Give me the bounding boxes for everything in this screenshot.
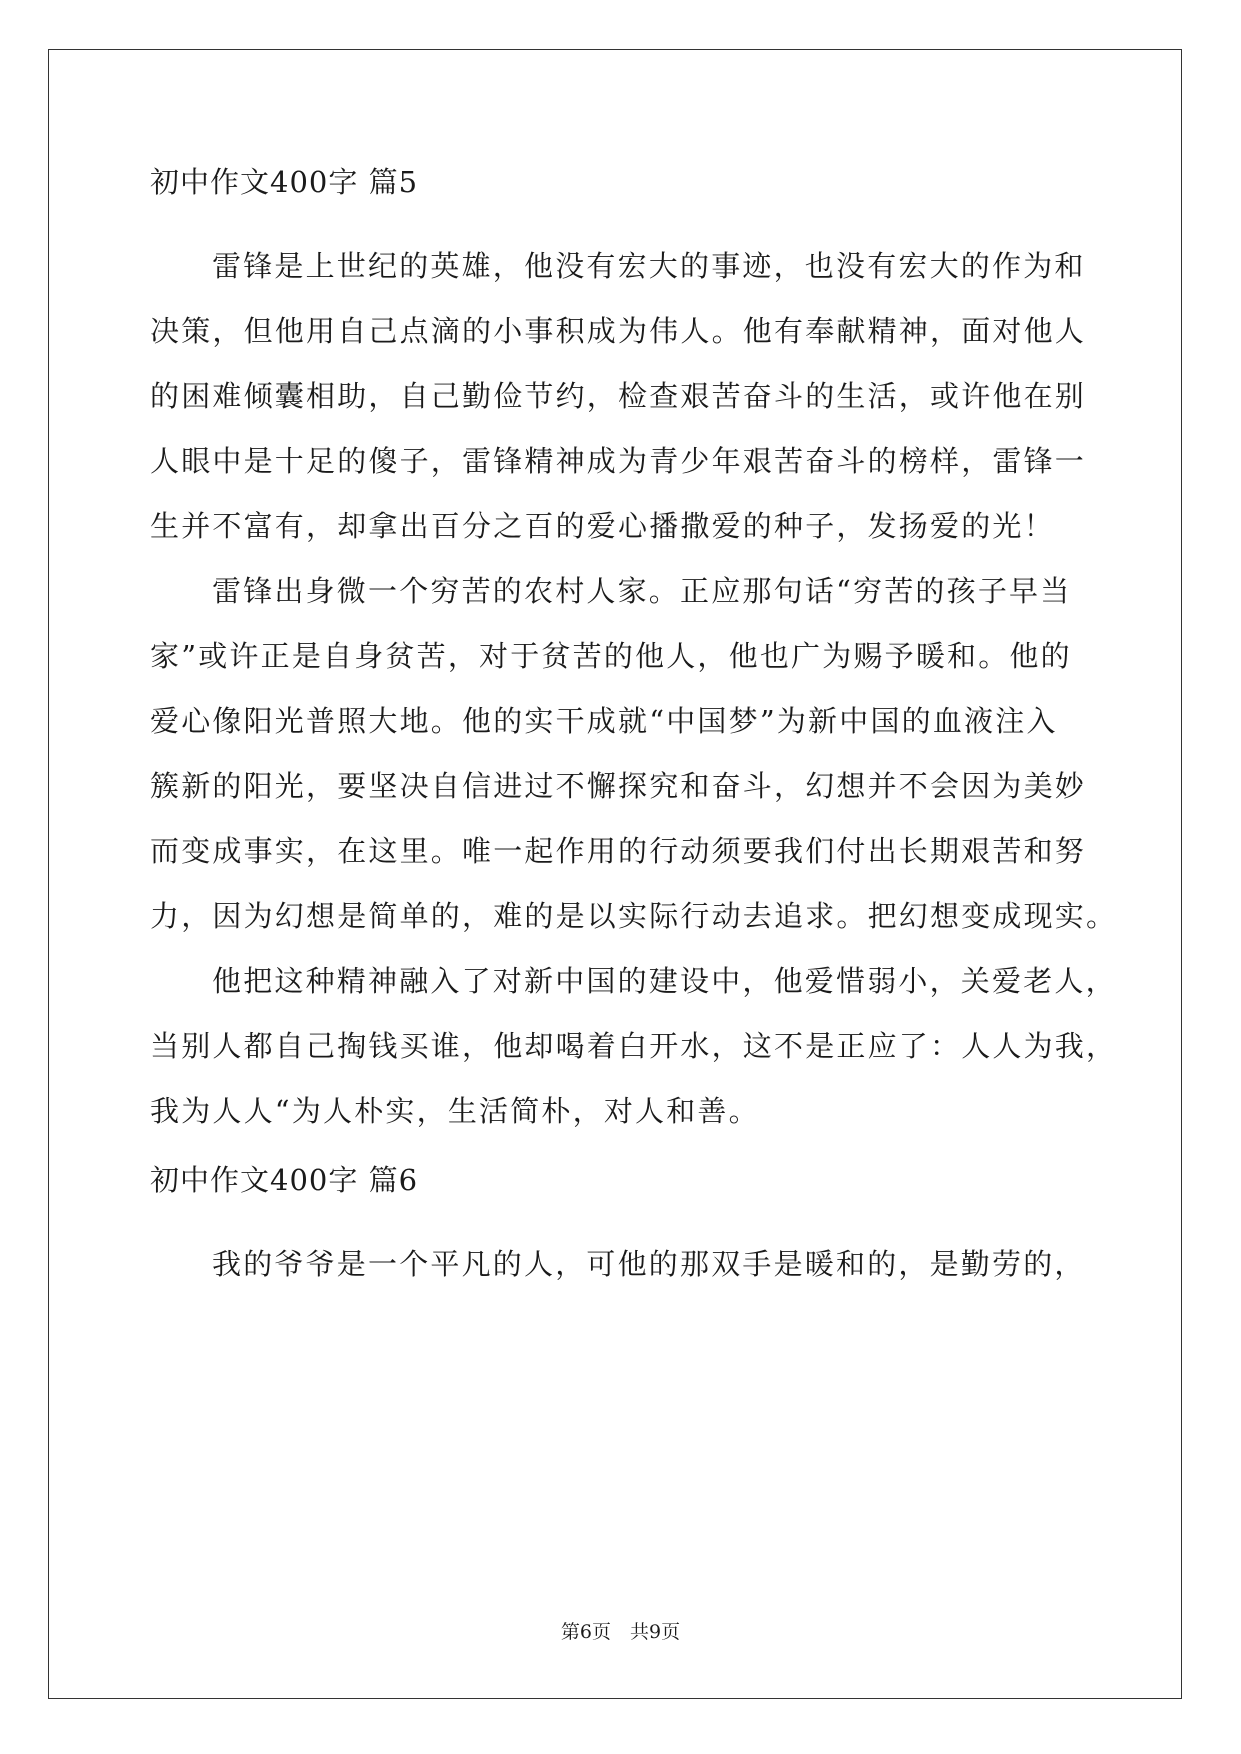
paragraph: [150, 1232, 1090, 1297]
paragraph: [150, 234, 1090, 559]
text-line: 生并不富有，却拿出百分之百的爱心播撒爱的种子，发扬爱的光！: [150, 509, 1055, 543]
text-line: 簇新的阳光，要坚决自信进过不懈探究和奋斗，幻想并不会因为美妙: [150, 769, 1087, 803]
text-line: 的困难倾囊相助，自己勤俭节约，检查艰苦奋斗的生活，或许他在别: [150, 379, 1087, 413]
paragraph: [150, 949, 1118, 1144]
text-line: 当别人都自己掏钱买谁，他却喝着白开水，这不是正应了：人人为我，: [150, 1029, 1118, 1063]
page-number-footer: 第6页 共9页: [560, 1621, 681, 1643]
text-line: 爱心像阳光普照大地。他的实干成就“中国梦”为新中国的血液注入: [150, 704, 1058, 738]
text-line: 人眼中是十足的傻子，雷锋精神成为青少年艰苦奋斗的榜样，雷锋一: [150, 444, 1087, 478]
text-line: 而变成事实，在这里。唯一起作用的行动须要我们付出长期艰苦和努: [150, 834, 1087, 868]
text-line: 决策，但他用自己点滴的小事积成为伟人。他有奉献精神，面对他人: [150, 314, 1087, 348]
paragraph: [150, 559, 1118, 949]
text-line: 他把这种精神融入了对新中国的建设中，他爱惜弱小，关爱老人，: [212, 964, 1117, 998]
document-body: [150, 160, 1118, 1297]
text-line: 雷锋出身微一个穷苦的农村人家。正应那句话“穷苦的孩子早当: [212, 574, 1072, 608]
text-line: 家”或许正是自身贫苦，对于贫苦的他人，他也广为赐予暖和。他的: [150, 639, 1072, 673]
text-line: 力，因为幻想是简单的，难的是以实际行动去追求。把幻想变成现实。: [150, 899, 1118, 933]
section-heading: 初中作文400字 篇5: [150, 165, 419, 199]
section-heading: 初中作文400字 篇6: [150, 1163, 419, 1197]
text-line: 我为人人“为人朴实，生活简朴，对人和善。: [150, 1094, 760, 1128]
text-line: 雷锋是上世纪的英雄，他没有宏大的事迹，也没有宏大的作为和: [212, 249, 1086, 283]
text-line: 我的爷爷是一个平凡的人，可他的那双手是暖和的，是勤劳的，: [212, 1247, 1086, 1281]
